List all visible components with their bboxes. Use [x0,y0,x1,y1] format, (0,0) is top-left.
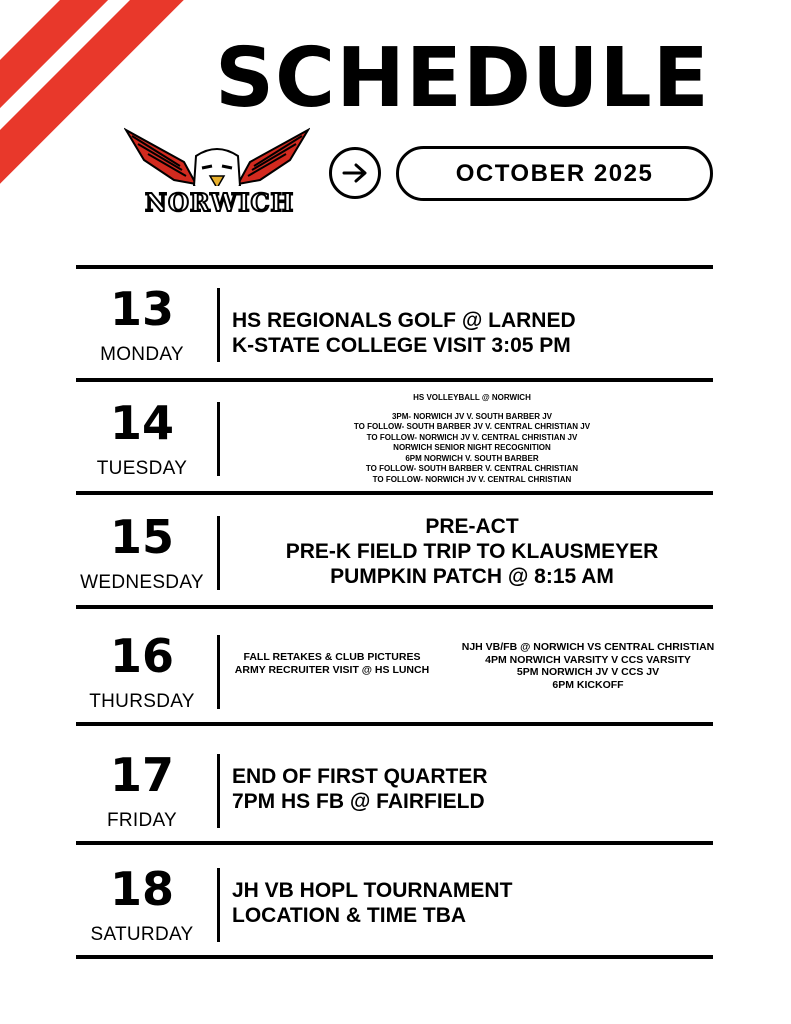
event-item: 5PM NORWICH JV V CCS JV [516,666,660,678]
event-item: HS VOLLEYBALL @ NORWICH [413,393,531,402]
event-list [232,854,712,952]
day-name: WEDNESDAY [80,572,204,593]
day-name: THURSDAY [89,691,195,712]
event-list [232,502,712,600]
event-list-left [221,651,443,676]
next-month-button[interactable] [329,147,381,199]
day-name: MONDAY [100,344,184,365]
logo-wordmark: NORWICH [145,188,295,217]
event-list [232,284,712,382]
event-item: HS REGIONALS GOLF @ LARNED [232,309,576,332]
separator [217,516,220,590]
event-list [232,386,712,492]
separator [217,288,220,362]
page-title: SCHEDULE [215,31,710,126]
day-name: FRIDAY [106,810,178,831]
event-list [232,740,712,838]
separator [217,868,220,942]
separator [217,402,220,476]
divider [76,955,713,959]
divider [76,265,713,269]
event-item: NORWICH SENIOR NIGHT RECOGNITION [393,443,551,452]
day-number: 15 [109,510,174,564]
event-item: FALL RETAKES & CLUB PICTURES [243,651,421,663]
event-item: ARMY RECRUITER VISIT @ HS LUNCH [234,663,430,676]
arrow-right-icon [342,163,368,183]
event-item: PRE-K FIELD TRIP TO KLAUSMEYER [285,539,659,563]
divider [76,722,713,726]
event-item: 4PM NORWICH VARSITY V CCS VARSITY [485,653,691,666]
event-item: 6PM KICKOFF [552,678,624,691]
month-label: OCTOBER 2025 [396,146,713,201]
event-item: LOCATION & TIME TBA [232,904,467,927]
event-item: 6PM NORWICH V. SOUTH BARBER [405,453,539,463]
separator [217,635,220,709]
day-number: 13 [109,282,174,336]
day-name: TUESDAY [96,458,188,479]
event-item: PRE-ACT [425,514,519,538]
day-number: 18 [109,862,174,916]
event-item: NJH VB/FB @ NORWICH VS CENTRAL CHRISTIAN [461,641,715,653]
event-item: K-STATE COLLEGE VISIT 3:05 PM [232,334,571,357]
event-item: 7PM HS FB @ FAIRFIELD [232,790,485,813]
separator [217,754,220,828]
day-name: SATURDAY [90,924,194,945]
day-number: 17 [109,748,174,802]
divider [76,605,713,609]
divider [76,491,713,495]
day-number: 16 [109,629,174,683]
event-item: 3PM- NORWICH JV V. SOUTH BARBER JV [391,411,553,421]
event-item: PUMPKIN PATCH @ 8:15 AM [330,564,614,588]
event-item: TO FOLLOW- NORWICH JV V. CENTRAL CHRISTIAN JV [366,432,578,442]
event-item: JH VB HOPL TOURNAMENT [232,879,513,902]
event-columns [221,631,733,731]
event-item: TO FOLLOW- SOUTH BARBER V. CENTRAL CHRISTIAN [365,464,579,473]
event-list-right [443,641,733,691]
day-number: 14 [109,396,174,450]
event-item: END OF FIRST QUARTER [232,765,488,788]
divider [76,841,713,845]
event-item: TO FOLLOW- SOUTH BARBER JV V. CENTRAL CHRISTIAN JV [353,422,591,431]
divider [76,378,713,382]
event-item: TO FOLLOW- NORWICH JV V. CENTRAL CHRISTIAN [372,474,572,484]
